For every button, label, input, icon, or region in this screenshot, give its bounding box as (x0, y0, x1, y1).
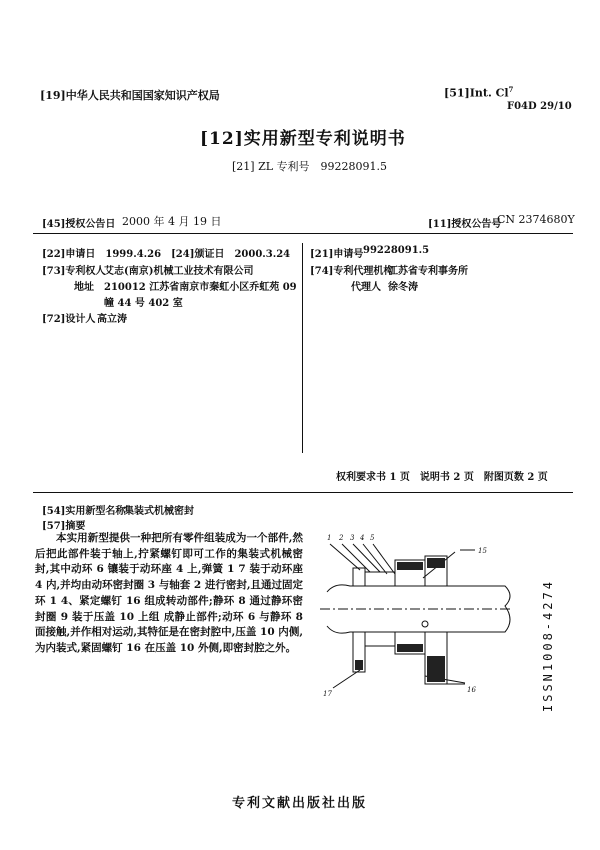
int-cl-text: [51]Int. Cl (444, 86, 509, 100)
set-screw (422, 621, 428, 627)
hatched-left-lower (355, 660, 363, 670)
leader-line (333, 670, 360, 688)
patent-number: 99228091.5 (320, 160, 388, 173)
int-cl-label (444, 85, 513, 100)
rotating-ring-seat-lower (365, 632, 395, 646)
abstract-label: [57]摘要 (42, 521, 86, 532)
issue-date: [24]颁证日 2000.3.24 (171, 249, 291, 260)
label-part-16: 16 (467, 686, 476, 694)
label-part-2: 2 (339, 534, 344, 542)
address-line-2: 幢 44 号 402 室 (104, 298, 183, 309)
announce-date-label: [45]授权公告日 (42, 219, 116, 230)
rotating-ring-seat-upper (365, 572, 395, 586)
document-type-title: [12]实用新型专利说明书 (200, 129, 406, 149)
label-part-5: 5 (370, 534, 375, 542)
hatched-gland-upper (427, 558, 445, 568)
filing-and-issue-dates (42, 245, 290, 260)
office-name: [19]中华人民共和国国家知识产权局 (40, 89, 220, 102)
patent-number-label: [21] ZL 专利号 (232, 160, 310, 173)
patentee: 艾志(南京)机械工业技术有限公司 (104, 266, 254, 277)
hatched-section-upper (397, 562, 423, 570)
top-divider (33, 233, 573, 234)
issn-number: ISSN1008-4274 (541, 579, 555, 712)
column-divider (302, 243, 303, 453)
announce-date: 2000 年 4 月 19 日 (122, 215, 222, 228)
filing-date: [22]申请日 1999.4.26 (42, 249, 162, 260)
patentee-label: [73]专利权人 (42, 266, 106, 277)
announce-no-label: [11]授权公告号 (428, 219, 502, 230)
utility-model-title-label: [54]实用新型名称 (42, 506, 126, 517)
label-part-15: 15 (478, 547, 487, 555)
label-part-4: 4 (360, 534, 365, 542)
abstract-text: 本实用新型提供一种把所有零件组装成为一个部件,然后把此部件装于轴上,拧紧螺钉即可工作的集装式机械密封,其中动环 6 镶装于动环座 4 上,弹簧 1 7 装于动环座 4 内,并均由动环密封圈 3 与轴套 2 进行密封,且通过固定环 1 4、紧定螺钉 16 组成转动部件;静环 8 通过静环密封圈 9 装于压盖 10 上组 成静止部件;动环 6 与静环 8 面接触,并作相对运动,其特征是在密封腔中,压盖 10 内侧,为内装式,紧固螺钉 16 在压盖 10 外侧,即密封腔之外。 (35, 532, 304, 654)
application-number-label: [21]申请号 (310, 249, 364, 260)
agent: 徐冬涛 (388, 282, 418, 293)
label-part-3: 3 (350, 534, 355, 542)
bottom-divider (33, 492, 573, 493)
publisher: 专利文献出版社出版 (232, 796, 368, 811)
designer: 高立涛 (97, 314, 127, 325)
application-number: 99228091.5 (363, 245, 430, 256)
designer-label: [72]设计人 (42, 314, 96, 325)
ipc-code: F04D 29/10 (507, 101, 572, 112)
agent-label: 代理人 (351, 282, 381, 293)
patent-number-line (232, 158, 387, 174)
hatched-gland-lower (427, 656, 445, 682)
label-part-1: 1 (327, 534, 332, 542)
hatched-section-lower (397, 644, 423, 652)
address-label: 地址 (74, 282, 94, 293)
agency: 江苏省专利事务所 (388, 266, 468, 277)
address-line-1: 210012 江苏省南京市秦虹小区乔虹苑 09 (104, 282, 297, 293)
utility-model-title: 集装式机械密封 (124, 506, 194, 517)
mechanical-seal-drawing (315, 528, 520, 706)
gland-left-upper (353, 568, 365, 586)
label-part-17: 17 (323, 690, 332, 698)
pages-info: 权利要求书 1 页 说明书 2 页 附图页数 2 页 (336, 472, 548, 483)
int-cl-edition: 7 (508, 85, 514, 94)
announce-no: CN 2374680Y (497, 213, 575, 226)
agency-label: [74]专利代理机构 (310, 266, 394, 277)
